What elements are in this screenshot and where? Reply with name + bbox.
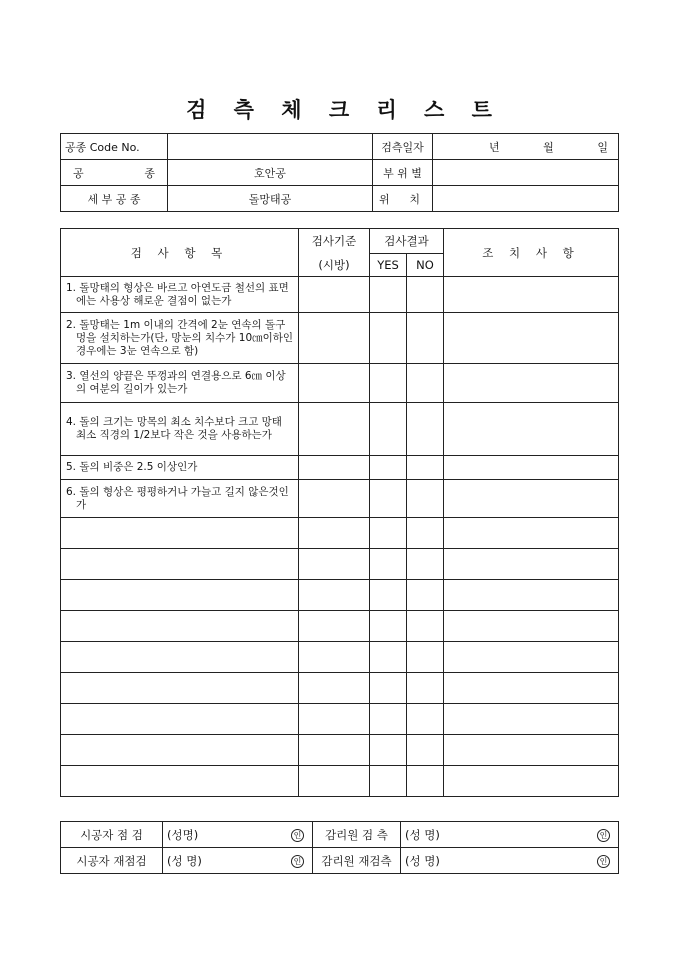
- no-cell[interactable]: [407, 518, 444, 549]
- contractor-reinspect-name[interactable]: (성 명): [163, 848, 273, 874]
- no-cell[interactable]: [407, 673, 444, 704]
- supervisor-reinspect-label: 감리원 재검측: [313, 848, 401, 874]
- action-cell[interactable]: [444, 403, 619, 456]
- yes-cell[interactable]: [370, 403, 407, 456]
- type-value[interactable]: 호안공: [168, 160, 373, 186]
- no-cell[interactable]: [407, 766, 444, 797]
- date-day: 일: [597, 140, 608, 154]
- check-item-1: 1. 돌망태의 형상은 바르고 아연도금 철선의 표면에는 사용상 해로운 결점이 없는가: [61, 277, 299, 313]
- yes-cell[interactable]: [370, 642, 407, 673]
- yes-cell[interactable]: [370, 364, 407, 403]
- header-result: 검사결과: [370, 229, 444, 254]
- action-cell[interactable]: [444, 673, 619, 704]
- table-row: [61, 673, 619, 704]
- action-cell[interactable]: [444, 277, 619, 313]
- action-cell[interactable]: [444, 313, 619, 364]
- seal-icon: 인: [521, 822, 619, 848]
- item-cell[interactable]: [61, 518, 299, 549]
- signature-table: [60, 821, 619, 874]
- table-row: [61, 518, 619, 549]
- no-cell[interactable]: [407, 611, 444, 642]
- no-cell[interactable]: [407, 403, 444, 456]
- location-value[interactable]: [433, 186, 619, 212]
- table-row: [61, 364, 619, 403]
- yes-cell[interactable]: [370, 735, 407, 766]
- item-cell[interactable]: [61, 735, 299, 766]
- standard-cell[interactable]: [299, 673, 370, 704]
- yes-cell[interactable]: [370, 518, 407, 549]
- item-cell[interactable]: [61, 704, 299, 735]
- header-action: 조 치 사 항: [444, 229, 619, 277]
- date-month: 월: [543, 140, 554, 154]
- yes-cell[interactable]: [370, 313, 407, 364]
- supervisor-inspect-label: 감리원 검 측: [313, 822, 401, 848]
- item-cell[interactable]: [61, 642, 299, 673]
- no-cell[interactable]: [407, 277, 444, 313]
- header-yes: YES: [370, 254, 407, 277]
- standard-cell[interactable]: [299, 364, 370, 403]
- action-cell[interactable]: [444, 735, 619, 766]
- no-cell[interactable]: [407, 735, 444, 766]
- table-row: [61, 766, 619, 797]
- date-year: 년: [489, 140, 500, 154]
- action-cell[interactable]: [444, 611, 619, 642]
- yes-cell[interactable]: [370, 277, 407, 313]
- page-title: 검 측 체 크 리 스 트: [186, 97, 494, 122]
- header-standard-line2: (시방): [318, 257, 350, 272]
- standard-cell[interactable]: [299, 313, 370, 364]
- part-label: 부 위 별: [373, 160, 433, 186]
- standard-cell[interactable]: [299, 456, 370, 480]
- table-row: [61, 313, 619, 364]
- action-cell[interactable]: [444, 456, 619, 480]
- check-item-2: 2. 돌망태는 1m 이내의 간격에 2눈 연속의 돌구멍을 설치하는가(단, 망눈의 치수가 10㎝이하인 경우에는 3눈 연속으로 함): [61, 313, 299, 364]
- standard-cell[interactable]: [299, 403, 370, 456]
- action-cell[interactable]: [444, 480, 619, 518]
- seal-icon: 인: [273, 848, 313, 874]
- yes-cell[interactable]: [370, 766, 407, 797]
- yes-cell[interactable]: [370, 611, 407, 642]
- code-value[interactable]: [168, 134, 373, 160]
- supervisor-reinspect-name[interactable]: (성 명): [401, 848, 521, 874]
- table-row: [61, 611, 619, 642]
- table-row: [61, 480, 619, 518]
- no-cell[interactable]: [407, 364, 444, 403]
- action-cell[interactable]: [444, 549, 619, 580]
- code-label: 공종 Code No.: [61, 134, 168, 160]
- no-cell[interactable]: [407, 580, 444, 611]
- item-cell[interactable]: [61, 580, 299, 611]
- action-cell[interactable]: [444, 364, 619, 403]
- check-item-5: 5. 돌의 비중은 2.5 이상인가: [61, 456, 299, 480]
- action-cell[interactable]: [444, 766, 619, 797]
- table-row: [61, 456, 619, 480]
- action-cell[interactable]: [444, 642, 619, 673]
- table-row: [61, 580, 619, 611]
- seal-icon: 인: [273, 822, 313, 848]
- date-label: 검측일자: [373, 134, 433, 160]
- location-label: 위 치: [373, 186, 433, 212]
- no-cell[interactable]: [407, 549, 444, 580]
- standard-cell[interactable]: [299, 480, 370, 518]
- table-row: [61, 277, 619, 313]
- table-row: [61, 704, 619, 735]
- contractor-reinspect-label: 시공자 재점검: [61, 848, 163, 874]
- checklist-table: [60, 228, 619, 797]
- date-value[interactable]: [433, 134, 619, 160]
- table-row: [61, 549, 619, 580]
- no-cell[interactable]: [407, 313, 444, 364]
- yes-cell[interactable]: [370, 456, 407, 480]
- yes-cell[interactable]: [370, 580, 407, 611]
- seal-icon: 인: [521, 848, 619, 874]
- standard-cell[interactable]: [299, 642, 370, 673]
- yes-cell[interactable]: [370, 480, 407, 518]
- subtype-value[interactable]: 돌망태공: [168, 186, 373, 212]
- header-item: 검 사 항 목: [61, 229, 299, 277]
- item-cell[interactable]: [61, 549, 299, 580]
- table-row: [61, 403, 619, 456]
- standard-cell[interactable]: [299, 704, 370, 735]
- supervisor-inspect-name[interactable]: (성 명): [401, 822, 521, 848]
- table-row: [61, 642, 619, 673]
- table-row: [61, 735, 619, 766]
- header-standard-line1: 검사기준: [311, 233, 357, 248]
- standard-cell[interactable]: [299, 766, 370, 797]
- yes-cell[interactable]: [370, 673, 407, 704]
- standard-cell[interactable]: [299, 549, 370, 580]
- check-item-3: 3. 열선의 양끝은 뚜껑과의 연결용으로 6㎝ 이상의 여분의 길이가 있는가: [61, 364, 299, 403]
- standard-cell[interactable]: [299, 580, 370, 611]
- action-cell[interactable]: [444, 518, 619, 549]
- subtype-label: 세 부 공 종: [61, 186, 168, 212]
- yes-cell[interactable]: [370, 704, 407, 735]
- contractor-inspect-name[interactable]: (성명): [163, 822, 273, 848]
- info-table: [60, 133, 619, 212]
- header-no: NO: [407, 254, 444, 277]
- header-standard: [299, 229, 370, 277]
- no-cell[interactable]: [407, 480, 444, 518]
- no-cell[interactable]: [407, 642, 444, 673]
- check-item-4: 4. 돌의 크기는 망목의 최소 치수보다 크고 망태 최소 직경의 1/2보다 작은 것을 사용하는가: [61, 403, 299, 456]
- standard-cell[interactable]: [299, 518, 370, 549]
- yes-cell[interactable]: [370, 549, 407, 580]
- contractor-inspect-label: 시공자 점 검: [61, 822, 163, 848]
- item-cell[interactable]: [61, 673, 299, 704]
- part-value[interactable]: [433, 160, 619, 186]
- type-label: 공 종: [61, 160, 168, 186]
- item-cell[interactable]: [61, 766, 299, 797]
- action-cell[interactable]: [444, 704, 619, 735]
- no-cell[interactable]: [407, 704, 444, 735]
- no-cell[interactable]: [407, 456, 444, 480]
- item-cell[interactable]: [61, 611, 299, 642]
- action-cell[interactable]: [444, 580, 619, 611]
- standard-cell[interactable]: [299, 277, 370, 313]
- check-item-6: 6. 돌의 형상은 평평하거나 가늘고 길지 않은것인가: [61, 480, 299, 518]
- standard-cell[interactable]: [299, 611, 370, 642]
- standard-cell[interactable]: [299, 735, 370, 766]
